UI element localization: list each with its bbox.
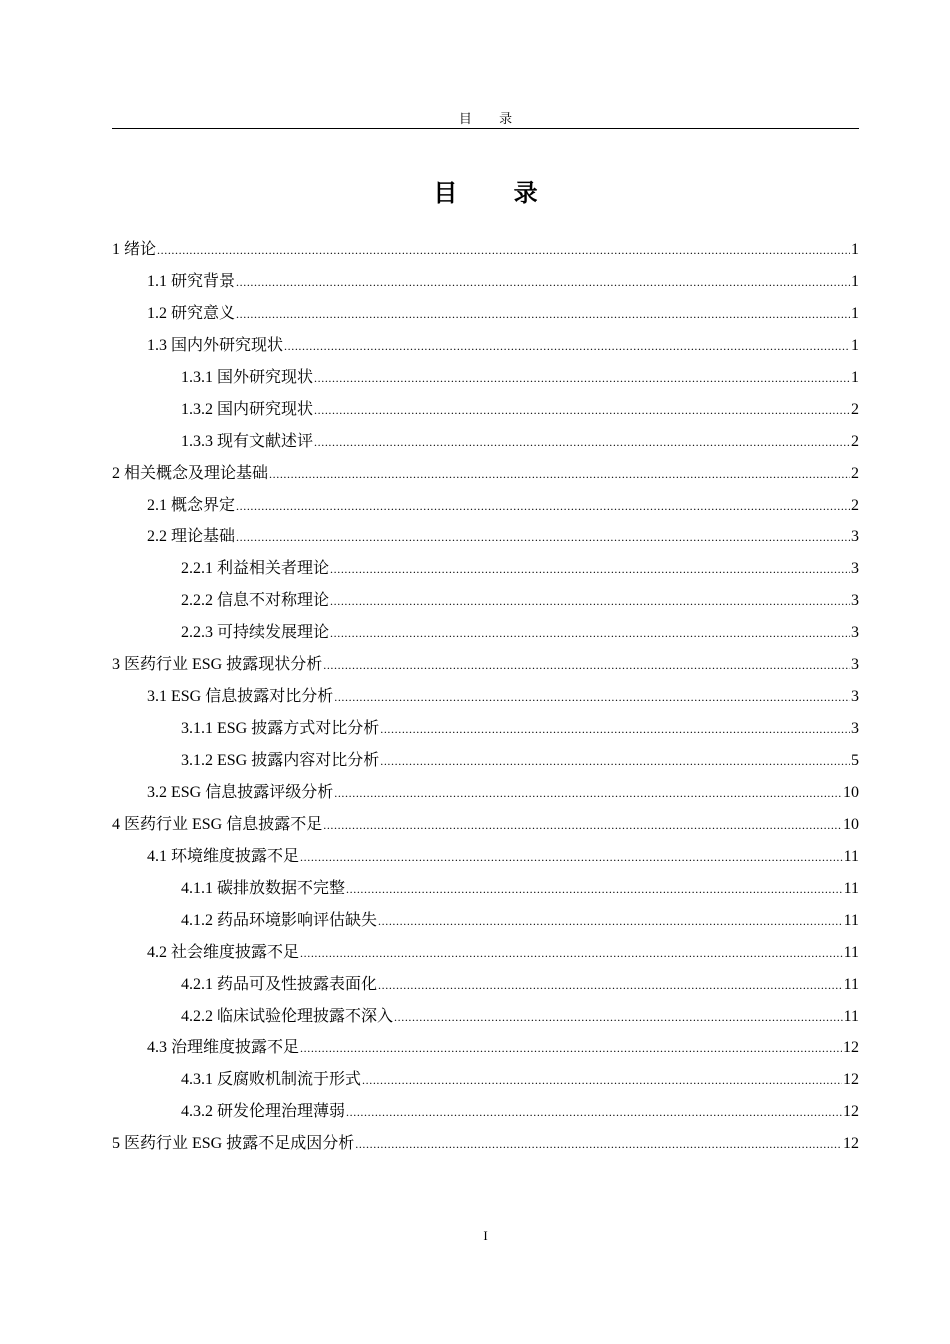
- toc-entry-title: 2.2.2 信息不对称理论: [181, 592, 330, 610]
- toc-entry-page: 3: [851, 656, 859, 674]
- toc-dot-leader: [236, 299, 850, 331]
- toc-entry-title: 2 相关概念及理论基础: [112, 464, 269, 482]
- toc-entry[interactable]: [112, 1128, 859, 1160]
- toc-dot-leader: [330, 554, 850, 586]
- toc-entry-title: 2.2.1 利益相关者理论: [181, 560, 330, 578]
- toc-entry[interactable]: [112, 681, 859, 713]
- toc-entry[interactable]: [112, 266, 859, 298]
- toc-entry-page: 1: [851, 368, 859, 386]
- toc-entry[interactable]: [112, 234, 859, 266]
- toc-entry[interactable]: [112, 585, 859, 617]
- toc-entry-title: 4.2.1 药品可及性披露表面化: [181, 975, 378, 993]
- toc-dot-leader: [323, 650, 850, 682]
- toc-entry-title: 1.3.1 国外研究现状: [181, 368, 314, 386]
- toc-entry-page: 12: [843, 1103, 859, 1121]
- toc-entry-page: 3: [851, 528, 859, 546]
- toc-dot-leader: [334, 778, 842, 810]
- toc-entry[interactable]: [112, 745, 859, 777]
- toc-entry[interactable]: [112, 617, 859, 649]
- toc-dot-leader: [269, 459, 850, 491]
- running-header: 目 录: [458, 111, 525, 126]
- toc-dot-leader: [378, 970, 843, 1002]
- toc-entry-page: 12: [843, 1135, 859, 1153]
- toc-list: [112, 234, 859, 1160]
- toc-dot-leader: [362, 1065, 842, 1097]
- toc-entry[interactable]: [112, 905, 859, 937]
- toc-entry-page: 11: [843, 911, 859, 929]
- toc-entry[interactable]: [112, 713, 859, 745]
- toc-entry-page: 3: [851, 624, 859, 642]
- toc-entry-page: 11: [843, 847, 859, 865]
- toc-entry-title: 1 绪论: [112, 241, 157, 258]
- toc-entry-title: 4.2.2 临床试验伦理披露不深入: [181, 1007, 394, 1025]
- toc-entry-page: 2: [851, 400, 859, 418]
- toc-entry-title: 3.2 ESG 信息披露评级分析: [147, 783, 334, 801]
- toc-entry-page: 11: [843, 879, 859, 897]
- toc-entry-title: 3.1.2 ESG 披露内容对比分析: [181, 752, 380, 769]
- toc-title: 目 录: [433, 179, 562, 207]
- toc-entry-page: 2: [851, 432, 859, 450]
- toc-entry[interactable]: [112, 841, 859, 873]
- toc-entry-title: 4 医药行业 ESG 信息披露不足: [112, 815, 323, 833]
- toc-entry[interactable]: [112, 458, 859, 490]
- toc-entry-page: 1: [851, 336, 859, 354]
- toc-entry-page: 3: [851, 720, 859, 738]
- toc-entry-title: 5 医药行业 ESG 披露不足成因分析: [112, 1135, 355, 1153]
- toc-entry-title: 1.1 研究背景: [147, 272, 236, 290]
- toc-entry[interactable]: [112, 521, 859, 553]
- toc-dot-leader: [330, 586, 850, 618]
- toc-entry[interactable]: [112, 490, 859, 522]
- toc-entry[interactable]: [112, 937, 859, 969]
- toc-entry-page: 11: [843, 1007, 859, 1025]
- toc-entry[interactable]: [112, 777, 859, 809]
- toc-entry[interactable]: [112, 1096, 859, 1128]
- toc-entry-page: 2: [851, 464, 859, 482]
- toc-entry[interactable]: [112, 553, 859, 585]
- toc-entry[interactable]: [112, 1001, 859, 1033]
- toc-entry-page: 1: [851, 272, 859, 290]
- toc-entry-title: 1.3 国内外研究现状: [147, 336, 284, 354]
- toc-dot-leader: [314, 427, 850, 459]
- toc-entry-title: 2.2.3 可持续发展理论: [181, 624, 330, 642]
- toc-dot-leader: [300, 842, 843, 874]
- toc-dot-leader: [236, 491, 850, 523]
- toc-dot-leader: [378, 906, 843, 938]
- toc-dot-leader: [346, 1097, 842, 1129]
- toc-entry[interactable]: [112, 873, 859, 905]
- toc-dot-leader: [346, 874, 843, 906]
- toc-entry-page: 12: [843, 1039, 859, 1057]
- toc-entry-title: 4.1.2 药品环境影响评估缺失: [181, 911, 378, 929]
- toc-entry-page: 5: [851, 752, 859, 769]
- toc-entry-page: 10: [843, 783, 859, 801]
- toc-entry-title: 4.1 环境维度披露不足: [147, 847, 300, 865]
- toc-entry-page: 1: [851, 304, 859, 322]
- toc-dot-leader: [236, 522, 850, 554]
- toc-dot-leader: [314, 395, 850, 427]
- toc-entry[interactable]: [112, 1032, 859, 1064]
- toc-dot-leader: [157, 235, 850, 267]
- toc-entry[interactable]: [112, 394, 859, 426]
- toc-dot-leader: [323, 810, 842, 842]
- toc-entry-page: 3: [851, 592, 859, 610]
- toc-dot-leader: [355, 1129, 842, 1161]
- toc-entry-page: 3: [851, 560, 859, 578]
- toc-entry-page: 11: [843, 975, 859, 993]
- toc-entry[interactable]: [112, 649, 859, 681]
- toc-dot-leader: [284, 331, 850, 363]
- toc-entry-title: 4.3 治理维度披露不足: [147, 1039, 300, 1057]
- toc-entry[interactable]: [112, 330, 859, 362]
- toc-entry-title: 2.1 概念界定: [147, 496, 236, 514]
- toc-entry[interactable]: [112, 298, 859, 330]
- toc-entry-title: 1.3.2 国内研究现状: [181, 400, 314, 418]
- toc-entry-page: 11: [843, 943, 859, 961]
- toc-entry-page: 3: [851, 688, 859, 706]
- toc-entry[interactable]: [112, 1064, 859, 1096]
- toc-dot-leader: [380, 714, 850, 746]
- toc-entry-title: 4.2 社会维度披露不足: [147, 943, 300, 961]
- toc-entry-page: 2: [851, 496, 859, 514]
- toc-dot-leader: [300, 938, 843, 970]
- toc-entry-title: 3 医药行业 ESG 披露现状分析: [112, 656, 323, 674]
- toc-entry-title: 3.1.1 ESG 披露方式对比分析: [181, 720, 380, 738]
- header-rule: [112, 128, 859, 129]
- toc-entry[interactable]: [112, 809, 859, 841]
- toc-entry-title: 4.1.1 碳排放数据不完整: [181, 879, 346, 897]
- toc-entry-page: 10: [843, 815, 859, 833]
- toc-entry-title: 3.1 ESG 信息披露对比分析: [147, 688, 334, 706]
- toc-dot-leader: [300, 1033, 842, 1065]
- toc-entry-page: 12: [843, 1071, 859, 1089]
- toc-entry[interactable]: [112, 426, 859, 458]
- toc-dot-leader: [394, 1002, 843, 1034]
- toc-dot-leader: [330, 618, 850, 650]
- toc-dot-leader: [380, 746, 850, 778]
- toc-dot-leader: [314, 363, 850, 395]
- toc-entry-page: 1: [851, 241, 859, 258]
- toc-entry-title: 4.3.1 反腐败机制流于形式: [181, 1071, 362, 1089]
- toc-entry-title: 4.3.2 研发伦理治理薄弱: [181, 1103, 346, 1121]
- toc-entry-title: 1.2 研究意义: [147, 304, 236, 322]
- toc-entry-title: 2.2 理论基础: [147, 528, 236, 546]
- page-number: I: [483, 1228, 488, 1243]
- toc-dot-leader: [236, 267, 850, 299]
- toc-dot-leader: [334, 682, 850, 714]
- toc-entry[interactable]: [112, 969, 859, 1001]
- toc-entry-title: 1.3.3 现有文献述评: [181, 432, 314, 450]
- toc-entry[interactable]: [112, 362, 859, 394]
